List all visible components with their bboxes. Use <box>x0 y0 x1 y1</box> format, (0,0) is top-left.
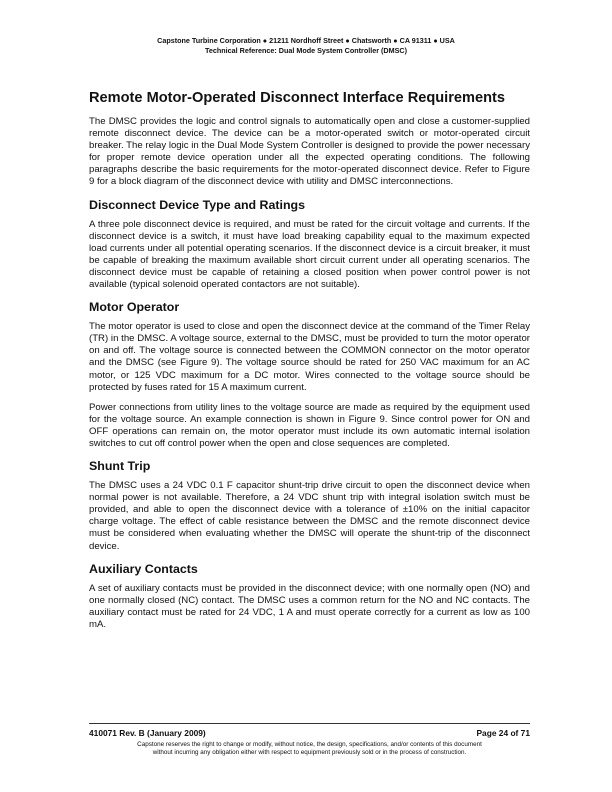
document-id: 410071 Rev. B (January 2009) <box>89 728 206 738</box>
header-address: Capstone Turbine Corporation ● 21211 Nordhoff Street ● Chatsworth ● CA 91311 ● USA <box>157 36 455 45</box>
disclaimer-line-1: Capstone reserves the right to change or modify, without notice, the design, specifications, and/or contents of this document <box>137 741 482 748</box>
auxiliary-contacts-paragraph: A set of auxiliary contacts must be provided in the disconnect device; with one normally open (NO) and one normally closed (NC) contact. The DMSC uses a common return for the NO and NC contacts. The auxiliary contact must be rated for 24 VDC, 1 A and must operate correctly for a current as low as 100 mA. <box>89 582 530 630</box>
page-title: Remote Motor-Operated Disconnect Interface Requirements <box>89 90 506 106</box>
page-number: Page 24 of 71 <box>476 728 530 738</box>
motor-operator-paragraph-2: Power connections from utility lines to the voltage source are made as required by the equipment used for the voltage source. An example connection is shown in Figure 9. Since control power for ON and OFF operations can remain on, the motor operator must include its own automatic internal isolation switches to cut off control power when the open and close sequences are completed. <box>89 401 530 449</box>
page-content <box>89 90 530 639</box>
page-footer <box>89 723 530 758</box>
disclaimer-line-2: without incurring any obligation either with respect to equipment previously sold or in the process of construction. <box>152 749 467 757</box>
footer-row <box>89 728 530 738</box>
intro-paragraph: The DMSC provides the logic and control signals to automatically open and close a customer-supplied remote disconnect device. The device can be a motor-operated switch or motor-operated circuit breaker. The relay logic in the Dual Mode System Controller is designed to provide the power necessary for proper remote device operation under all the expected operating conditions. The following paragraphs describe the basic requirements for the motor-operated disconnect device. Refer to Figure 9 for a block diagram of the disconnect device with utility and DMSC interconnections. <box>89 116 530 188</box>
footer-disclaimer <box>89 741 530 758</box>
section-heading-disconnect-device: Disconnect Device Type and Ratings <box>89 197 305 212</box>
disconnect-device-paragraph: A three pole disconnect device is required, and must be rated for the circuit voltage and currents. If the disconnect device is a switch, it must have load breaking capability equal to the maximum expected load currents under all potential operating scenarios. If the disconnect device is a circuit breaker, it must be capable of breaking the maximum available short circuit current under all operating scenarios. The disconnect device must be capable of retaining a closed position when power control power is not available (typical solenoid operated contactors are not suitable). <box>89 218 530 291</box>
page-header <box>0 36 612 56</box>
section-heading-shunt-trip: Shunt Trip <box>89 459 151 474</box>
motor-operator-paragraph-1: The motor operator is used to close and open the disconnect device at the command of the Timer Relay (TR) in the DMSC. A voltage source, external to the DMSC, must be provided to turn the motor operator on and off. The voltage source is connected between the COMMON connector on the motor operator and the DMSC (see Figure 9). The voltage source should be rated for 250 VAC maximum for an AC motor, or 125 VDC maximum for a DC motor. Wires connected to the voltage source should be protected by fuses rated for 15 A maximum current. <box>89 321 530 393</box>
header-document-title: Technical Reference: Dual Mode System Controller (DMSC) <box>205 46 407 55</box>
section-heading-auxiliary-contacts: Auxiliary Contacts <box>89 561 198 576</box>
shunt-trip-paragraph: The DMSC uses a 24 VDC 0.1 F capacitor shunt-trip drive circuit to open the disconnect device when normal power is not available. Therefore, a 24 VDC shunt trip with integral isolation switch must be provided, and able to open the disconnect device with a tolerance of ±10% on the initial capacitor charge voltage. The effect of cable resistance between the DMSC and the remote disconnect device must be considered when evaluating whether the DMSC will operate the shunt-trip of the disconnect device. <box>89 480 530 552</box>
section-heading-motor-operator: Motor Operator <box>89 300 180 315</box>
